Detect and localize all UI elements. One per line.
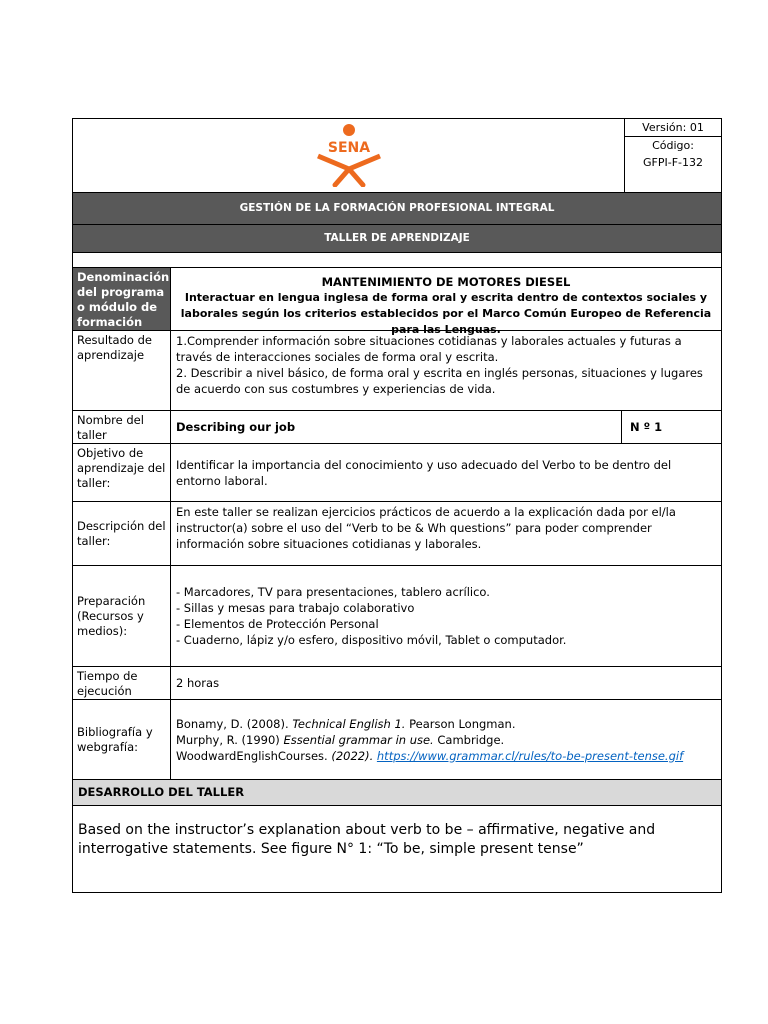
program-value <box>171 268 721 336</box>
workshop-row <box>73 411 721 444</box>
logo-cell <box>73 119 624 192</box>
code-value: GFPI-F-132 <box>643 156 703 169</box>
preparation-item: - Marcadores, TV para presentaciones, tablero acrílico. <box>176 585 490 599</box>
objective-label: Objetivo de aprendizaje del taller: <box>73 444 171 501</box>
workshop-label: Nombre del taller <box>73 411 171 443</box>
description-row <box>73 502 721 566</box>
document-header <box>73 119 721 193</box>
bibliography-ref-2: Murphy, R. (1990) Essential grammar in use. Cambridge. <box>176 732 505 747</box>
grammar-link[interactable]: https://www.grammar.cl/rules/to-be-present-tense.gif <box>376 748 684 763</box>
development-heading: DESARROLLO DEL TALLER <box>73 780 721 806</box>
development-text: Based on the instructor’s explanation about verb to be – affirmative, negative and interrogative statements. See figure N° 1: “To be, simple present tense” <box>78 822 656 857</box>
version-text: Versión: 01 <box>642 121 704 134</box>
program-description: Interactuar en lengua inglesa de forma oral y escrita dentro de contextos sociales y laborales según los criterios establecidos por el Marco Común Europeo de Referencia para las Lenguas. <box>180 291 712 336</box>
preparation-item: - Sillas y mesas para trabajo colaborativo <box>176 601 415 615</box>
bibliography-ref-1: Bonamy, D. (2008). Technical English 1. Pearson Longman. <box>176 716 516 731</box>
time-value: 2 horas <box>176 676 220 690</box>
result-label: Resultado de aprendizaje <box>73 331 171 410</box>
bibliography-ref-3: WoodwardEnglishCourses. (2022). https://www.grammar.cl/rules/to-be-present-tense.gif <box>176 748 684 763</box>
title-bar: GESTIÓN DE LA FORMACIÓN PROFESIONAL INTEGRAL <box>73 193 721 225</box>
objective-text: Identificar la importancia del conocimiento y uso adecuado del Verbo to be dentro del entorno laboral. <box>176 457 672 488</box>
result-line-2: 2. Describir a nivel básico, de forma oral y escrita en inglés personas, situaciones y lugares de acuerdo con sus costumbres y experiencias de vida. <box>176 366 703 396</box>
description-text: En este taller se realizan ejercicios prácticos de acuerdo a la explicación dada por el/la instructor(a) sobre el uso del “Verb to be & Wh questions” para poder comprender información sobre situaciones cotidianas y laborales. <box>176 505 676 551</box>
objective-row <box>73 444 721 502</box>
result-row <box>73 331 721 411</box>
preparation-label: Preparación (Recursos y medios): <box>73 566 171 666</box>
preparation-value <box>171 566 721 666</box>
time-row <box>73 667 721 700</box>
bibliography-value <box>171 700 721 779</box>
bibliography-label: Bibliografía y webgrafía: <box>73 700 171 779</box>
logo-text: SENA <box>327 140 370 156</box>
preparation-item: - Cuaderno, lápiz y/o esfero, dispositivo móvil, Tablet o computador. <box>176 633 567 647</box>
subtitle-bar: TALLER DE APRENDIZAJE <box>73 225 721 253</box>
program-title: MANTENIMIENTO DE MOTORES DIESEL <box>321 275 571 289</box>
workshop-number: N º 1 <box>621 411 721 443</box>
result-value <box>171 331 721 410</box>
description-label: Descripción del taller: <box>73 502 171 565</box>
workshop-name: Describing our job <box>176 420 296 434</box>
result-line-1: 1.Comprender información sobre situaciones cotidianas y laborales actuales y futuras a través de interacciones sociales de forma oral y escrita. <box>176 334 682 364</box>
preparation-item: - Elementos de Protección Personal <box>176 617 379 631</box>
sena-logo <box>314 123 384 187</box>
spacer-row <box>73 253 721 268</box>
version-cell <box>624 119 721 192</box>
time-label: Tiempo de ejecución <box>73 667 171 699</box>
code-label: Código: <box>625 136 721 154</box>
preparation-row <box>73 566 721 667</box>
form-document <box>72 118 722 893</box>
program-row <box>73 268 721 336</box>
program-label: Denominación del programa o módulo de formación <box>73 268 171 330</box>
bibliography-row <box>73 700 721 780</box>
